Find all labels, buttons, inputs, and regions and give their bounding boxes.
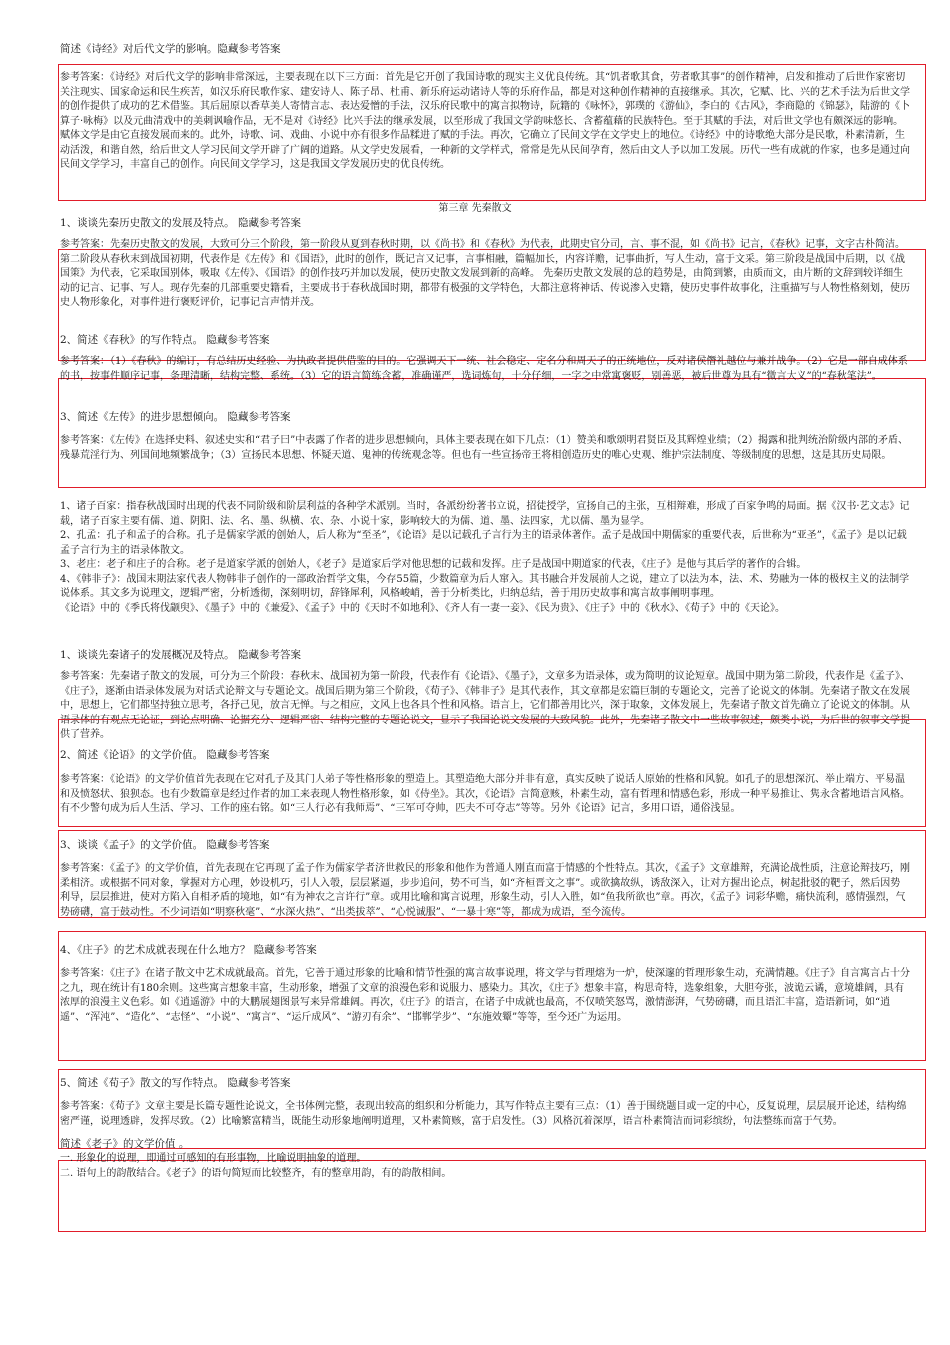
answer-7: 参考答案：《庄子》在诸子散文中艺术成就最高。首先，它善于通过形象的比喻和情节性强的寓言故事说理，将文学与哲理熔为一炉，使深邃的哲理形象生动，充满情趣。《庄子》自言寓言占十分之九，现在统计有180余则。这些寓言想象丰富，生动形象，增强了文章的浪漫色彩和说服力、感染力。其次，《庄子》想象丰富，构思奇特，选象组象，大胆夸张，波诡云谲，意境雄阔，具有浓厚的浪漫主义色彩。如《逍遥游》中的大鹏展翅图景写来异常雄阔。再次，《庄子》的语言，在诸子中成就也最高，不仅喷笑怒骂，激情澎湃，气势磅礴，而且语汇丰富，造语新词，如“逍遥”、“浑沌”、“造化”、“志怪”、“小说”、“寓言”、“运斤成风”、“游刃有余”、“邯郸学步”、“东施效颦”等等，至今还广为运用。 (60, 968, 910, 1023)
question-2: 2、简述《春秋》的写作特点。 隐藏参考答案 (60, 334, 270, 346)
answer-5: 参考答案：《论语》的文学价值首先表现在它对孔子及其门人弟子等性格形象的塑造上。其塑造绝大部分并非有意，真实反映了说话人原始的性格和风貌。如孔子的思想深沉、举止端方、平易温和及愤怒状、狼狈态。也有少数篇章是经过作者的加工来表现人物性格形象，如《侍坐》。其次，《论语》言简意赅，朴素生动，富有哲理和情感色彩，形成一种平易推让、隽永含蓄地语言风格。有不少警句成为后人生活、学习、工作的座右铭。如“三人行必有我师焉”、“三军可夺帅，匹夫不可夺志”等等。另外《论语》记言，多用口语，通俗浅显。 (60, 774, 910, 814)
answer-8: 参考答案：《荀子》文章主要是长篇专题性论说文，全书体例完整，表现出较高的组织和分析能力，其写作特点主要有三点：（1）善于围绕题目或一定的中心，反复说理，层层展开论述，结构绵密严谨，说理透辟，发挥尽致。（2）比喻繁富精当，既能生动形象地阐明道理，又朴素简赅，富于启发性。（3）风格沉着深厚，语言朴素简洁而词彩缤纷，句法整练而富于气势。 (60, 1101, 907, 1127)
question-5: 2、简述《论语》的文学价值。 隐藏参考答案 (60, 749, 270, 761)
question-7: 4、《庄子》的艺术成就表现在什么地方？ 隐藏参考答案 (60, 944, 317, 956)
question-4: 1、谈谈先秦诸子的发展概况及特点。 隐藏参考答案 (60, 649, 302, 661)
chapter-title: 第三章 先秦散文 (438, 203, 512, 214)
answer-9: 一. 形象化的说理，即通过可感知的有形事物，比喻说明抽象的道理。 二. 语句上的韵散结合。《老子》的语句简短而比较整齐，有的整章用韵，有的韵散相间。 (60, 1153, 452, 1179)
question-9: 简述《老子》的文学价值 。 (60, 1138, 190, 1150)
question-1: 1、谈谈先秦历史散文的发展及特点。 隐藏参考答案 (60, 217, 302, 229)
answer-1: 参考答案：先秦历史散文的发展，大致可分三个阶段，第一阶段从夏到春秋时期，以《尚书》和《春秋》为代表，此期史官分司，言、事不混，如《尚书》记言，《春秋》记事，文字古朴简洁。第二阶段从春秋末到战国初期，代表作是《左传》和《国语》，此时的创作，既记言又记事，言事相融，篇幅加长，内容详赡，记事曲折，写人生动，富于文采。第三阶段是战国中后期，以《战国策》为代表，它采取国别体，吸取《左传》、《国语》的创作技巧并加以发展，使历史散文发展到新的高峰。 先秦历史散文发展的总的趋势是，由简到繁，由质而文，由片断的文辞到较详细生动的记言、记事、写人。现存先秦的几部重要史籍看，主要成书于春秋战国时期，都带有极强的文学特色，大都注意将神话、传说渗入史籍，使历史事件故事化，注重描写与人物性格刻划，使历史人物形象化，对事件进行褒贬评价，记事记言声情并茂。 (60, 239, 910, 308)
terms-list: 1、诸子百家：指春秋战国时出现的代表不同阶级和阶层利益的各种学术派别。当时，各派纷纷著书立说，招徒授学，宣扬自己的主张，互相辩难，形成了百家争鸣的局面。据《汉书·艺文志》记载，诸子百家主要有儒、道、阴阳、法、名、墨、纵横、农、杂、小说十家，影响较大的为儒、道、墨、法四家，尤以儒、墨为显学。 2、孔孟：孔子和孟子的合称。孔子是儒家学派的创始人，后人称为“至圣”，《论语》是以记载孔子言行为主的语录体著作。孟子是战国中期儒家的重要代表，后世称为“亚圣”，《孟子》是以记载孟子言行为主的语录体散文。 3、老庄：老子和庄子的合称。老子是道家学派的创始人，《老子》是道家后学对他思想的记载和发挥。庄子是战国中期道家的代表，《庄子》是他与其后学的著作的合辑。 4、《韩非子》：战国末期法家代表人物韩非子创作的一部政治哲学文集，今存55篇，少数篇章为后人窜入。其书融合并发展前人之说，建立了以法为本，法、术、势融为一体的极权主义的法制学说体系。其文多为说理文，逻辑严密，分析透彻，深刻明切，辞锋犀利，风格峻峭，善于分析类比，归纳总结，善于用历史故事和寓言故事阐明事理。 《论语》中的《季氏将伐颛臾》、《墨子》中的《兼爱》、《孟子》中的《天时不如地利》、《齐人有一妻一妾》、《民为贵》、《庄子》中的《秋水》、《荀子》中的《天论》。 (60, 501, 910, 614)
question-6: 3、谈谈《孟子》的文学价值。 隐藏参考答案 (60, 839, 270, 851)
top-question: 简述《诗经》对后代文学的影响。隐藏参考答案 (60, 43, 281, 55)
question-3: 3、简述《左传》的进步思想倾向。 隐藏参考答案 (60, 411, 291, 423)
answer-4: 参考答案：先秦诸子散文的发展，可分为三个阶段：春秋末、战国初为第一阶段，代表作有《论语》、《墨子》，文章多为语录体，或为简明的议论短章。战国中期为第二阶段，代表作是《孟子》、《庄子》，逐渐由语录体发展为对话式论辩文与专题论文。战国后期为第三个阶段，《荀子》、《韩非子》是其代表作，其文章都是宏篇巨制的专题论文，完善了论说文的体制。先秦诸子散文在发展中，思想上，它们都坚持独立思考，各抒己见，放言无惮。与之相应，文风上也各具个性和风格。语言上，它们都善用比兴，深于取象，文体发展上，先秦诸子散文首先确立了论说文的体制。从语录体的有观点无论证，到论点明确、论据充分、逻辑严密、结构完整的专题论说文，显示了我国论说文发展的大致风貌。此外，先秦诸子散文中一些故事叙述，颇类小说，为后世的叙事文学提供了营养。 (60, 671, 910, 740)
answer-3: 参考答案：《左传》在选择史料、叙述史实和“君子曰”中表露了作者的进步思想倾向，具体主要表现在如下几点：（1）赞美和歌颂明君贤臣及其辉煌业绩；（2）揭露和批判统治阶级内部的矛盾、残暴荒淫行为、列国间地频繁战争；（3）宣扬民本思想、怀疑天道、鬼神的传统观念等。但也有一些宣扬帝王将相创造历史的唯心史观、维护宗法制度、等级制度的思想，这是其历史局限。 (60, 435, 908, 461)
shijing-answer: 参考答案：《诗经》对后代文学的影响非常深远，主要表现在以下三方面：首先是它开创了我国诗歌的现实主义优良传统。其“饥者歌其食，劳者歌其事”的创作精神，启发和推动了后世作家密切关注现实、国家命运和民生疾苦，如汉乐府民歌作家、建安诗人、陈子昂、杜甫、新乐府运动诸诗人等的乐府作品，都是对这种创作精神的直接继承。其次，它赋、比、兴的艺术手法为后世文学的创作提供了成功的艺术借鉴。其后屈原以香草美人寄情言志、表达爱憎的手法，汉乐府民歌中的寓言拟物诗，阮籍的《咏怀》，郭璞的《游仙》，李白的《古风》，李商隐的《锦瑟》，陆游的《卜算子·咏梅》以及元曲清戏中的美刺讽喻作品，无不是对《诗经》比兴手法的继承发展，以至形成了我国文学韵味悠长、含蓄蕴藉的民族特色。至于其赋的手法，对后世文学也有颇深远的影响。赋体文学是由它直接发展而来的。此外，诗歌、词、戏曲、小说中亦有很多作品糅进了赋的手法。再次，它确立了民间文学在文学史上的地位。《诗经》中的诗歌绝大部分是民歌，朴素清新，生动活泼，和谐自然，给后世文人学习民间文学开辟了广阔的道路。从文学史发展看，一种新的文学样式，常常是先从民间孕育，然后由文人予以加工发展。历代一些有成就的作家，也多是通过向民间文学学习，丰富自己的创作。向民间文学学习，这是我国文学发展历史的优良传统。 (60, 72, 910, 170)
question-8: 5、简述《荀子》散文的写作特点。 隐藏参考答案 (60, 1077, 291, 1089)
answer-6: 参考答案：《孟子》的文学价值，首先表现在它再现了孟子作为儒家学者济世救民的形象和他作为普通人刚直而富于情感的个性特点。其次，《孟子》文章雄辩，充满论战性质，注意论辩技巧，刚柔相济。或根据不同对象，掌握对方心理，妙设机巧，引人入彀，层层紧逼，步步追问，势不可当，如“齐桓晋文之事”。或欲擒故纵，诱敌深入，让对方握出论点，树起批驳的靶子，然后因势利导，层层推进，使对方陷入自相矛盾的境地，如“有为神农之言许行”章。或用比喻和寓言说理，形象生动，引人入胜，如“鱼我所欲也”章。再次，《孟子》词彩华赡，痛快流利，感情强烈，气势磅礴，富于鼓动性。不少词语如“明察秋毫”、“水深火热”、“出类拔萃”、“心悦诚服”、“一暴十寒”等，都成为成语，至今流传。 (60, 863, 910, 918)
answer-2: 参考答案：（1）《春秋》的编订，有总结历史经验、为执政者提供借鉴的目的。它强调天下一统、社会稳定、定名分和周天子的正统地位，反对诸侯僭礼越位与兼并战争。（2）它是一部自成体系的书，按事件顺序记事，条理清晰，结构完整、系统。（3）它的语言简练含蓄，准确谨严，选词炼句，十分仔细，一字之中常寓褒贬，别善恶，被后世尊为具有“微言大义”的“春秋笔法”。 (60, 356, 908, 382)
